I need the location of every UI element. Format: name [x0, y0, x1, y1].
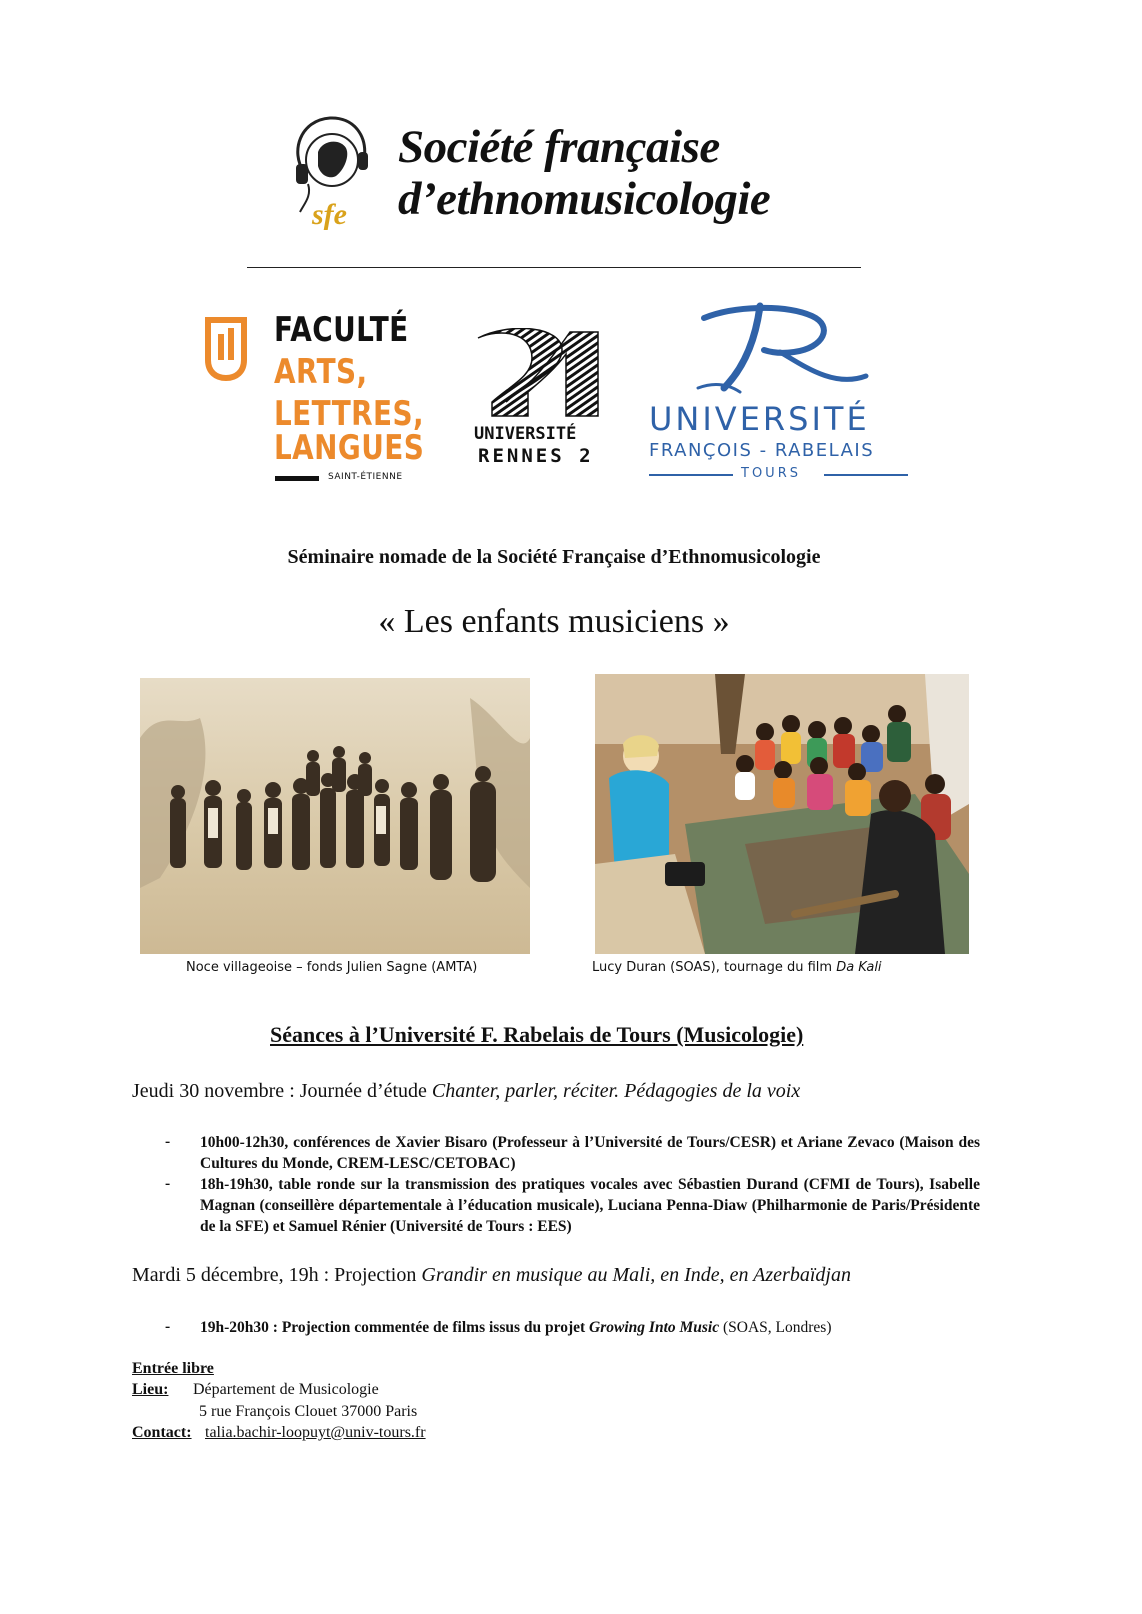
- photo-lucy-duran-filming: [595, 674, 969, 954]
- sfe-logo: [282, 112, 382, 230]
- main-title: « Les enfants musiciens »: [378, 603, 730, 640]
- address: 5 rue François Clouet 37000 Paris: [199, 1403, 418, 1420]
- bullet-mark: -: [165, 1175, 171, 1192]
- day2-date: Mardi 5 décembre, 19h : Projection: [132, 1264, 422, 1286]
- caption-right-photo: [592, 960, 882, 975]
- day2-item-1: [200, 1317, 832, 1338]
- faculte-bar: [275, 476, 319, 481]
- contact-label: Contact:: [132, 1424, 192, 1441]
- tours-line-1: UNIVERSITÉ: [649, 400, 870, 438]
- sfe-title-line-2: d’ethnomusicologie: [398, 173, 771, 225]
- sessions-heading: Séances à l’Université F. Rabelais de Tours (Musicologie): [270, 1022, 804, 1047]
- bullet-mark: -: [165, 1133, 171, 1150]
- faculte-emblem-icon: [204, 316, 248, 382]
- day2-item-prefix: 19h-20h30 : Projection commentée de films issus du projet: [200, 1319, 590, 1336]
- sfe-monogram: sfe: [312, 198, 347, 230]
- tours-line-3-group: [649, 466, 908, 484]
- caption-right-prefix: Lucy Duran (SOAS), tournage du film: [592, 960, 837, 975]
- faculte-line-4: LANGUES: [274, 428, 425, 468]
- day1-date: Jeudi 30 novembre : Journée d’étude: [132, 1080, 432, 1102]
- day2-item-suffix: (SOAS, Londres): [719, 1319, 832, 1336]
- tours-logo-icon: [684, 296, 870, 400]
- entree-libre: Entrée libre: [132, 1360, 214, 1377]
- tours-line-3: TOURS: [741, 466, 801, 481]
- faculte-line-2: ARTS,: [274, 352, 368, 392]
- rennes-line-2: RENNES 2: [478, 445, 594, 467]
- day1-item-2: 18h-19h30, table ronde sur la transmission des pratiques vocales avec Sébastien Durand (CFMI de Tours), Isabelle Magnan (conseillère départementale à l’éducation musicale), Luciana Penna-Diaw (Philharmonie de Paris/Présidente de la SFE) et Samuel Rénier (Université de Tours : EES): [200, 1176, 980, 1235]
- lieu-value: Département de Musicologie: [193, 1381, 379, 1398]
- photo-village-wedding: [140, 678, 530, 954]
- seminar-title: Séminaire nomade de la Société Française d’Ethnomusicologie: [287, 546, 821, 568]
- faculte-subtitle: SAINT-ÉTIENNE: [328, 472, 403, 482]
- day2-heading: [132, 1264, 851, 1287]
- lieu-label: Lieu:: [132, 1381, 169, 1398]
- rennes-logo-icon: [470, 328, 606, 420]
- faculte-line-3: LETTRES,: [274, 394, 424, 434]
- tours-rule-right: [824, 474, 908, 476]
- tours-line-2: FRANÇOIS - RABELAIS: [649, 440, 875, 461]
- header-divider: [247, 267, 861, 268]
- caption-left-photo: Noce villageoise – fonds Julien Sagne (AMTA): [186, 960, 478, 975]
- contact-email-link[interactable]: talia.bachir-loopuyt@univ-tours.fr: [205, 1424, 426, 1441]
- faculte-line-1: FACULTÉ: [274, 310, 409, 350]
- tours-rule-left: [649, 474, 733, 476]
- day1-item-1: 10h00-12h30, conférences de Xavier Bisaro (Professeur à l’Université de Tours/CESR) et Ariane Zevaco (Maison des Cultures du Monde, CREM-LESC/CETOBAC): [200, 1134, 980, 1172]
- caption-right-film: Da Kali: [836, 960, 882, 975]
- sfe-title-line-1: Société française: [398, 121, 720, 173]
- day2-item-project: Growing Into Music: [589, 1319, 720, 1336]
- rennes-line-1: UNIVERSITÉ: [474, 424, 577, 444]
- day1-theme: Chanter, parler, réciter. Pédagogies de la voix: [431, 1080, 801, 1102]
- day2-theme: Grandir en musique au Mali, en Inde, en Azerbaïdjan: [421, 1264, 851, 1286]
- bullet-mark: -: [165, 1318, 171, 1335]
- day1-heading: [132, 1080, 800, 1103]
